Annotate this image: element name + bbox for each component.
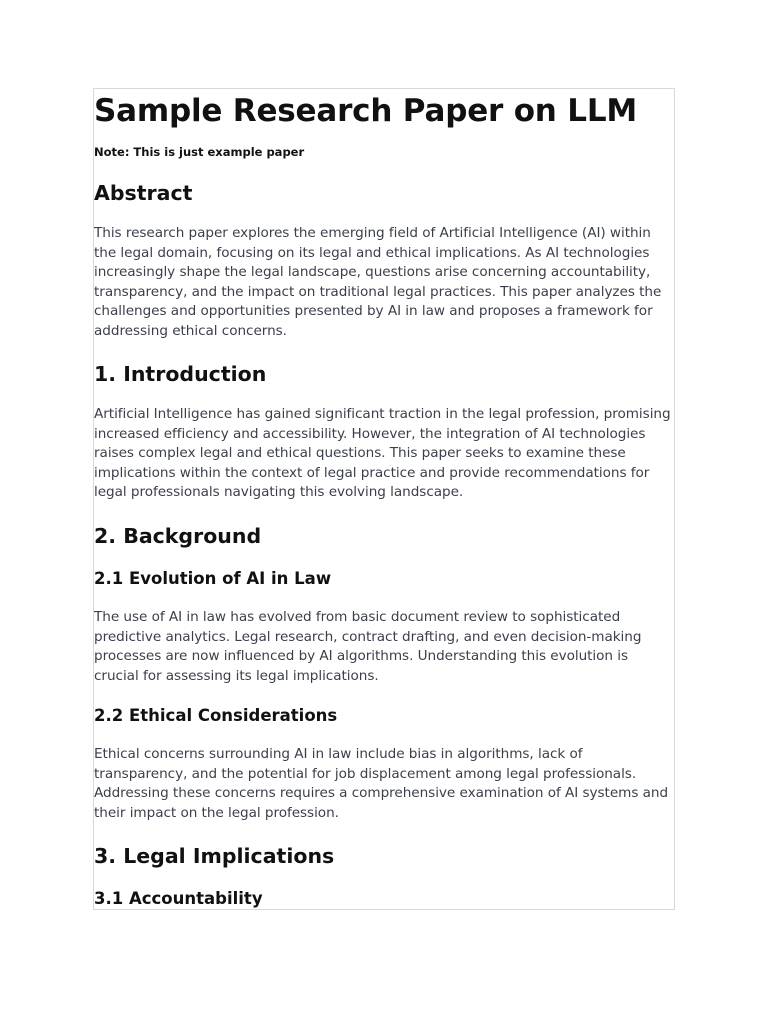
abstract-heading: Abstract [94, 181, 193, 205]
ethics-text: Ethical concerns surrounding AI in law include bias in algorithms, lack of transparency, and the potential for job displacement among legal professionals. Addressing these concerns requires a comprehensive examination of AI systems and their impact on the legal profession. [94, 746, 669, 821]
document-note: Note: This is just example paper [94, 145, 305, 159]
introduction-heading: 1. Introduction [94, 362, 267, 386]
legal-implications-heading: 3. Legal Implications [94, 844, 335, 868]
evolution-heading: 2.1 Evolution of AI in Law [94, 569, 332, 588]
page-title: Sample Research Paper on LLM [94, 93, 638, 129]
document-page [93, 88, 675, 910]
introduction-text: Artificial Intelligence has gained significant traction in the legal profession, promising increased efficiency and accessibility. However, the integration of AI technologies raises complex legal and ethical questions. This paper seeks to examine these implications within the context of legal practice and provide recommendations for legal professionals navigating this evolving landscape. [94, 406, 671, 500]
background-heading: 2. Background [94, 524, 262, 548]
abstract-text: This research paper explores the emerging field of Artificial Intelligence (AI) within the legal domain, focusing on its legal and ethical implications. As AI technologies increasingly shape the legal landscape, questions arise concerning accountability, transparency, and the impact on traditional legal practices. This paper analyzes the challenges and opportunities presented by AI in law and proposes a framework for addressing ethical concerns. [94, 225, 662, 339]
accountability-heading: 3.1 Accountability [94, 889, 263, 908]
ethics-heading: 2.2 Ethical Considerations [94, 706, 338, 725]
evolution-text: The use of AI in law has evolved from basic document review to sophisticated predictive analytics. Legal research, contract drafting, and even decision-making processes are now influenced by AI algorithms. Understanding this evolution is crucial for assessing its legal implications. [94, 609, 642, 684]
